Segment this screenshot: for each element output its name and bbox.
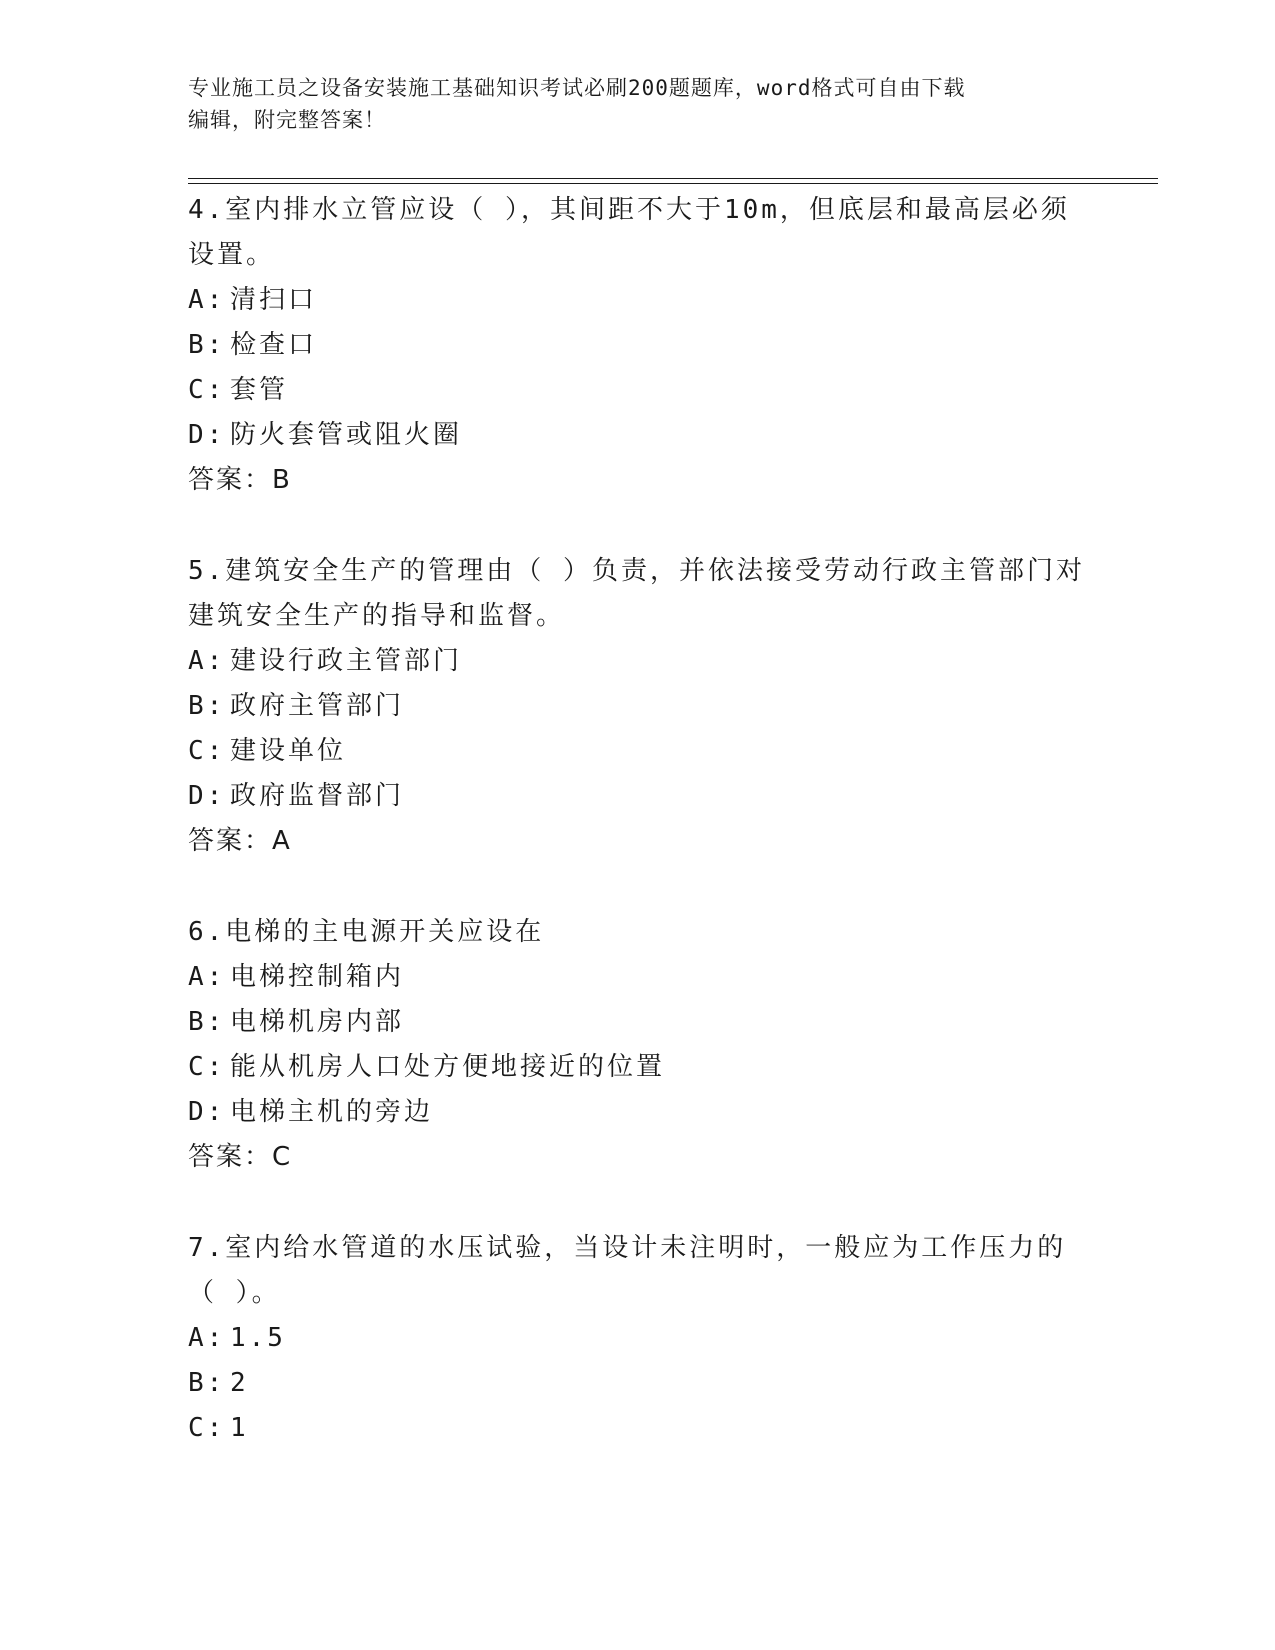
question-5-stem-line-2: 建筑安全生产的指导和监督。	[188, 601, 566, 631]
option-letter: D:	[188, 781, 226, 811]
question-4-option-a	[188, 278, 1088, 323]
question-5	[188, 549, 1088, 864]
question-6-option-d	[188, 1090, 1088, 1135]
question-4-option-d	[188, 413, 1088, 458]
option-text: 能从机房人口处方便地接近的位置	[230, 1052, 666, 1082]
option-text: 电梯机房内部	[230, 1007, 405, 1037]
question-6-option-c	[188, 1045, 1088, 1090]
question-7-option-c	[188, 1406, 1088, 1451]
option-text: 政府监督部门	[230, 781, 405, 811]
option-letter: B:	[188, 691, 226, 721]
option-text: 检查口	[230, 330, 318, 360]
option-letter: A:	[188, 646, 226, 676]
header-line-2: 编辑，附完整答案！	[188, 108, 386, 132]
option-letter: D:	[188, 420, 226, 450]
question-4-option-c	[188, 368, 1088, 413]
header-line-1: 专业施工员之设备安装施工基础知识考试必刷200题题库，word格式可自由下载	[188, 76, 966, 100]
question-4-stem-line-2: 设置。	[188, 240, 276, 270]
header-divider	[188, 178, 1158, 184]
question-5-option-d	[188, 774, 1088, 819]
option-letter: C:	[188, 1052, 226, 1082]
question-7-stem-line-2: （ ）。	[188, 1278, 281, 1308]
option-letter: A:	[188, 285, 226, 315]
question-6-stem-line-1: 6.电梯的主电源开关应设在	[188, 917, 545, 947]
option-letter: C:	[188, 375, 226, 405]
question-spacer	[188, 864, 1088, 910]
option-text: 防火套管或阻火圈	[230, 420, 463, 450]
question-7	[188, 1226, 1088, 1451]
option-text: 建设单位	[230, 736, 347, 766]
question-7-stem-line-1: 7.室内给水管道的水压试验，当设计未注明时，一般应为工作压力的	[188, 1233, 1067, 1263]
option-letter: D:	[188, 1097, 226, 1127]
question-5-stem-line-1: 5.建筑安全生产的管理由（ ）负责，并依法接受劳动行政主管部门对	[188, 556, 1085, 586]
option-text: 政府主管部门	[230, 691, 405, 721]
question-6	[188, 910, 1088, 1180]
question-list	[188, 188, 1088, 1451]
question-spacer	[188, 503, 1088, 549]
question-5-answer: 答案：A	[188, 826, 292, 856]
option-text: 1.5	[230, 1323, 286, 1353]
option-text: 电梯主机的旁边	[230, 1097, 434, 1127]
option-letter: B:	[188, 330, 226, 360]
question-5-option-c	[188, 729, 1088, 774]
question-5-option-a	[188, 639, 1088, 684]
question-4-option-b	[188, 323, 1088, 368]
option-text: 清扫口	[230, 285, 318, 315]
option-letter: B:	[188, 1368, 226, 1398]
option-text: 2	[230, 1368, 249, 1398]
question-6-answer: 答案：C	[188, 1142, 293, 1172]
option-text: 套管	[230, 375, 289, 405]
option-letter: B:	[188, 1007, 226, 1037]
question-6-option-b	[188, 1000, 1088, 1045]
option-letter: C:	[188, 736, 226, 766]
question-5-option-b	[188, 684, 1088, 729]
question-7-option-a	[188, 1316, 1088, 1361]
option-text: 1	[230, 1413, 249, 1443]
question-6-option-a	[188, 955, 1088, 1000]
question-4-answer: 答案：B	[188, 465, 292, 495]
question-spacer	[188, 1180, 1088, 1226]
question-4	[188, 188, 1088, 503]
question-7-option-b	[188, 1361, 1088, 1406]
option-letter: C:	[188, 1413, 226, 1443]
question-4-stem-line-1: 4.室内排水立管应设（ ），其间距不大于10m，但底层和最高层必须	[188, 195, 1070, 225]
option-text: 建设行政主管部门	[230, 646, 463, 676]
option-letter: A:	[188, 1323, 226, 1353]
option-letter: A:	[188, 962, 226, 992]
document-header	[188, 72, 1068, 136]
option-text: 电梯控制箱内	[230, 962, 405, 992]
